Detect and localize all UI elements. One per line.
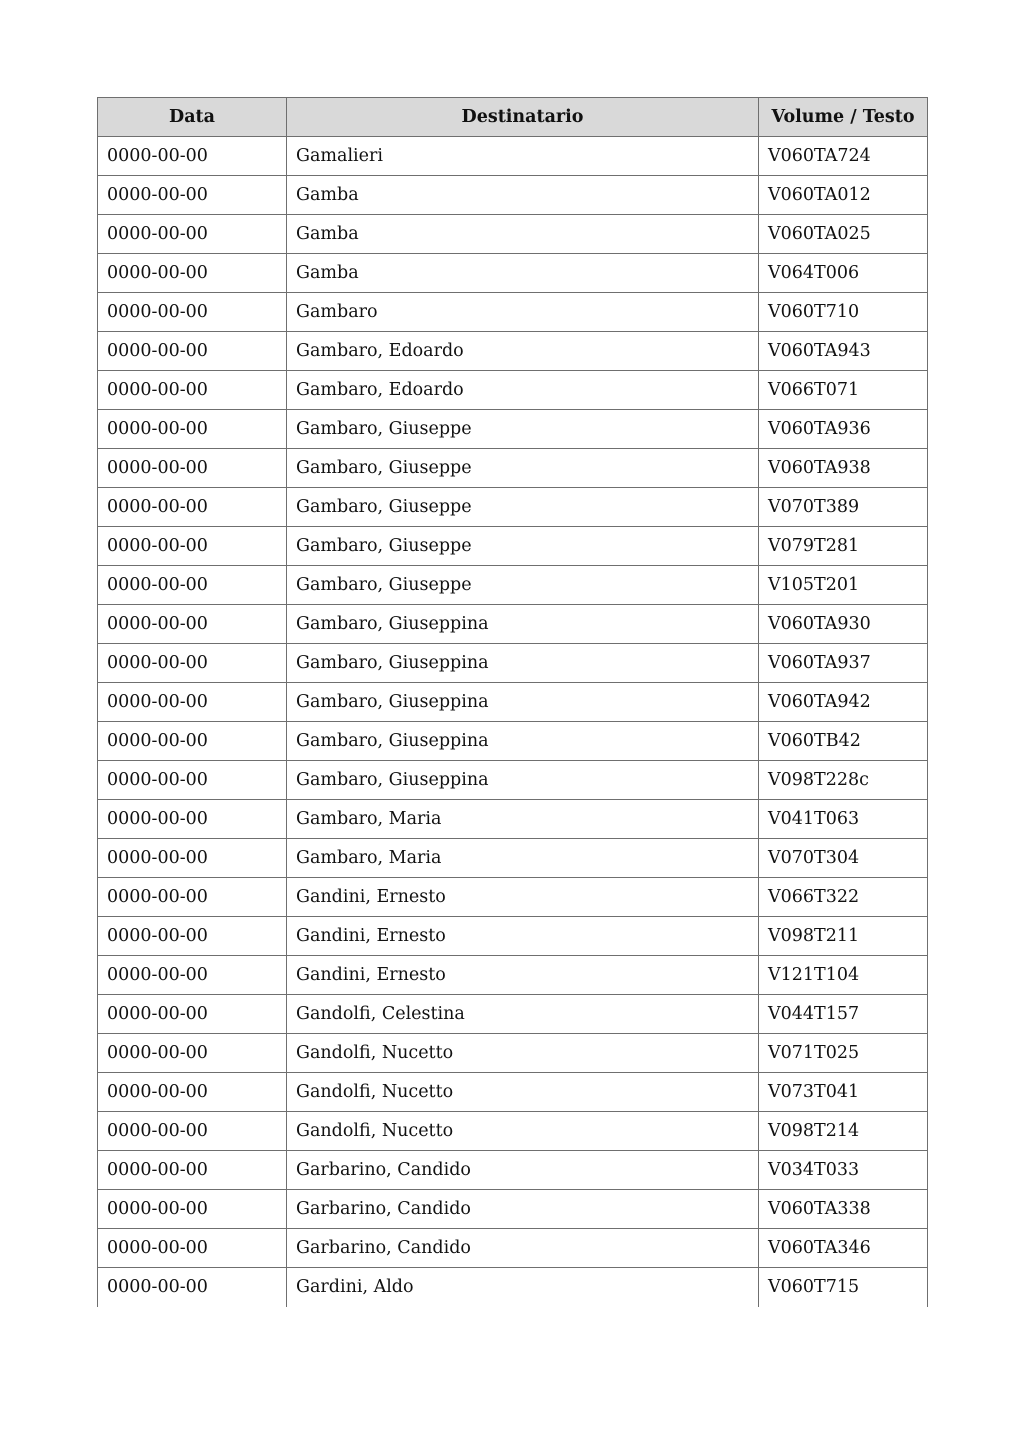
recipient-cell: Garbarino, Candido: [287, 1229, 759, 1268]
date-cell: 0000-00-00: [98, 1229, 287, 1268]
volume-cell: V066T322: [759, 878, 928, 917]
recipient-cell: Gambaro: [287, 293, 759, 332]
volume-cell: V098T228c: [759, 761, 928, 800]
volume-cell: V060TA938: [759, 449, 928, 488]
recipient-cell: Gardini, Aldo: [287, 1268, 759, 1307]
volume-cell: V060TA936: [759, 410, 928, 449]
recipient-cell: Gamba: [287, 176, 759, 215]
recipient-cell: Gamba: [287, 215, 759, 254]
column-header-recipient: Destinatario: [287, 98, 759, 137]
date-cell: 0000-00-00: [98, 332, 287, 371]
volume-cell: V060TA942: [759, 683, 928, 722]
volume-cell: V071T025: [759, 1034, 928, 1073]
volume-cell: V041T063: [759, 800, 928, 839]
volume-cell: V098T214: [759, 1112, 928, 1151]
volume-cell: V060TA012: [759, 176, 928, 215]
table-row: [98, 722, 928, 761]
volume-cell: V070T389: [759, 488, 928, 527]
recipient-cell: Gambaro, Edoardo: [287, 371, 759, 410]
date-cell: 0000-00-00: [98, 254, 287, 293]
table-row: [98, 1112, 928, 1151]
volume-cell: V060TA937: [759, 644, 928, 683]
date-cell: 0000-00-00: [98, 1112, 287, 1151]
volume-cell: V073T041: [759, 1073, 928, 1112]
table-row: [98, 137, 928, 176]
volume-cell: V121T104: [759, 956, 928, 995]
table-row: [98, 995, 928, 1034]
table-row: [98, 176, 928, 215]
table-row: [98, 1190, 928, 1229]
table-row: [98, 917, 928, 956]
volume-cell: V060T715: [759, 1268, 928, 1307]
header-row: [98, 98, 928, 137]
volume-cell: V034T033: [759, 1151, 928, 1190]
recipient-cell: Gambaro, Edoardo: [287, 332, 759, 371]
date-cell: 0000-00-00: [98, 1268, 287, 1307]
recipient-cell: Gandini, Ernesto: [287, 917, 759, 956]
date-cell: 0000-00-00: [98, 839, 287, 878]
volume-cell: V066T071: [759, 371, 928, 410]
table-row: [98, 644, 928, 683]
correspondence-table: [97, 97, 928, 1307]
table-row: [98, 254, 928, 293]
table-row: [98, 1151, 928, 1190]
recipient-cell: Garbarino, Candido: [287, 1190, 759, 1229]
recipient-cell: Gambaro, Maria: [287, 800, 759, 839]
date-cell: 0000-00-00: [98, 566, 287, 605]
recipient-cell: Gandolfi, Celestina: [287, 995, 759, 1034]
table-row: [98, 956, 928, 995]
volume-cell: V105T201: [759, 566, 928, 605]
date-cell: 0000-00-00: [98, 878, 287, 917]
date-cell: 0000-00-00: [98, 449, 287, 488]
date-cell: 0000-00-00: [98, 1034, 287, 1073]
table-row: [98, 800, 928, 839]
volume-cell: V060TA346: [759, 1229, 928, 1268]
date-cell: 0000-00-00: [98, 800, 287, 839]
date-cell: 0000-00-00: [98, 722, 287, 761]
recipient-cell: Gamalieri: [287, 137, 759, 176]
table-row: [98, 1229, 928, 1268]
table-row: [98, 293, 928, 332]
recipient-cell: Gandini, Ernesto: [287, 956, 759, 995]
date-cell: 0000-00-00: [98, 215, 287, 254]
volume-cell: V060TB42: [759, 722, 928, 761]
volume-cell: V064T006: [759, 254, 928, 293]
date-cell: 0000-00-00: [98, 1073, 287, 1112]
table-row: [98, 527, 928, 566]
recipient-cell: Gambaro, Giuseppina: [287, 644, 759, 683]
date-cell: 0000-00-00: [98, 410, 287, 449]
recipient-cell: Gambaro, Giuseppe: [287, 527, 759, 566]
recipient-cell: Gambaro, Giuseppina: [287, 761, 759, 800]
recipient-cell: Gandini, Ernesto: [287, 878, 759, 917]
volume-cell: V070T304: [759, 839, 928, 878]
recipient-cell: Garbarino, Candido: [287, 1151, 759, 1190]
table-row: [98, 839, 928, 878]
volume-cell: V044T157: [759, 995, 928, 1034]
date-cell: 0000-00-00: [98, 761, 287, 800]
recipient-cell: Gandolfi, Nucetto: [287, 1034, 759, 1073]
recipient-cell: Gamba: [287, 254, 759, 293]
table-body: [98, 137, 928, 1307]
recipient-cell: Gambaro, Giuseppina: [287, 722, 759, 761]
table-row: [98, 1073, 928, 1112]
date-cell: 0000-00-00: [98, 527, 287, 566]
date-cell: 0000-00-00: [98, 683, 287, 722]
recipient-cell: Gambaro, Giuseppe: [287, 488, 759, 527]
column-header-date: Data: [98, 98, 287, 137]
table-row: [98, 605, 928, 644]
table-row: [98, 878, 928, 917]
volume-cell: V060TA338: [759, 1190, 928, 1229]
recipient-cell: Gambaro, Giuseppe: [287, 410, 759, 449]
table-row: [98, 215, 928, 254]
table-row: [98, 566, 928, 605]
table-row: [98, 488, 928, 527]
date-cell: 0000-00-00: [98, 605, 287, 644]
date-cell: 0000-00-00: [98, 995, 287, 1034]
recipient-cell: Gambaro, Maria: [287, 839, 759, 878]
date-cell: 0000-00-00: [98, 176, 287, 215]
table-row: [98, 761, 928, 800]
recipient-cell: Gandolfi, Nucetto: [287, 1073, 759, 1112]
date-cell: 0000-00-00: [98, 137, 287, 176]
volume-cell: V060TA025: [759, 215, 928, 254]
table-row: [98, 410, 928, 449]
volume-cell: V060TA724: [759, 137, 928, 176]
table-header: [98, 98, 928, 137]
date-cell: 0000-00-00: [98, 917, 287, 956]
table-row: [98, 332, 928, 371]
table-row: [98, 1268, 928, 1307]
recipient-cell: Gambaro, Giuseppina: [287, 605, 759, 644]
table-row: [98, 683, 928, 722]
date-cell: 0000-00-00: [98, 1190, 287, 1229]
volume-cell: V079T281: [759, 527, 928, 566]
column-header-volume: Volume / Testo: [759, 98, 928, 137]
volume-cell: V098T211: [759, 917, 928, 956]
recipient-cell: Gambaro, Giuseppe: [287, 449, 759, 488]
date-cell: 0000-00-00: [98, 293, 287, 332]
date-cell: 0000-00-00: [98, 644, 287, 683]
volume-cell: V060T710: [759, 293, 928, 332]
date-cell: 0000-00-00: [98, 1151, 287, 1190]
recipient-cell: Gambaro, Giuseppina: [287, 683, 759, 722]
recipient-cell: Gambaro, Giuseppe: [287, 566, 759, 605]
volume-cell: V060TA943: [759, 332, 928, 371]
date-cell: 0000-00-00: [98, 371, 287, 410]
volume-cell: V060TA930: [759, 605, 928, 644]
recipient-cell: Gandolfi, Nucetto: [287, 1112, 759, 1151]
table-row: [98, 449, 928, 488]
date-cell: 0000-00-00: [98, 956, 287, 995]
table-row: [98, 371, 928, 410]
date-cell: 0000-00-00: [98, 488, 287, 527]
table-row: [98, 1034, 928, 1073]
